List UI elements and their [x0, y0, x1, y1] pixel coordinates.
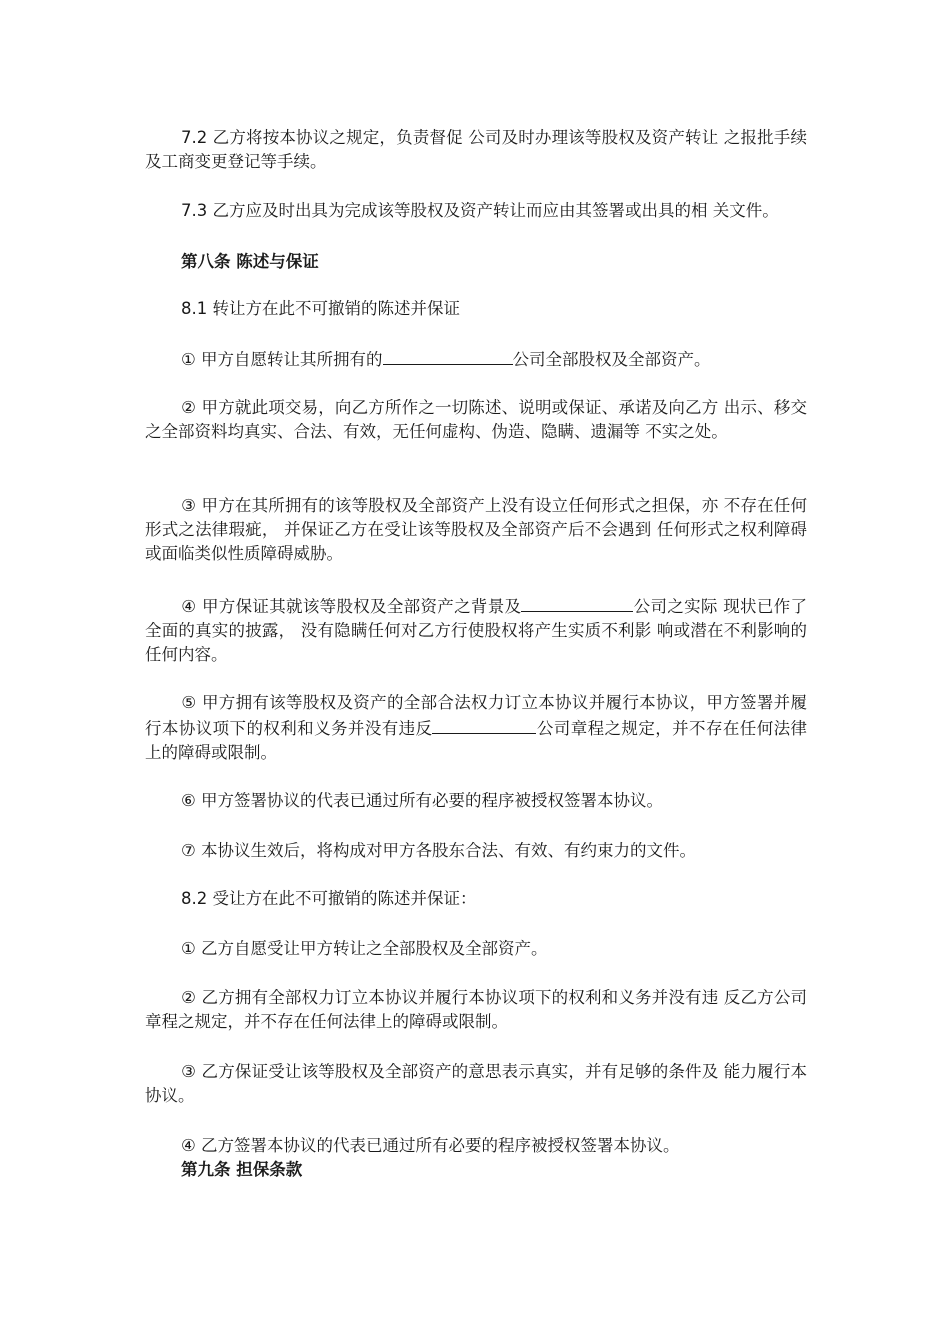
clause-8-2: 8.2 受让方在此不可撤销的陈述并保证： [181, 889, 477, 908]
clause-8-1-item-5: ⑤ 甲方拥有该等股权及资产的全部合法权力订立本协议并履行本协议，甲方签署并履行本协议项下的权利和义务并没有违反 公司章程之规定，并不存在任何法律上的障碍或限制。 [145, 693, 808, 762]
clause-8-1-item-3: ③ 甲方在其所拥有的该等股权及全部资产上没有设立任何形式之担保，亦 不存在任何形式之法律瑕疵， 并保证乙方在受让该等股权及全部资产后不会遇到 任何形式之权利障碍或面临类似性质障碍威胁。 [145, 496, 807, 563]
clause-8-1-item-1: ① 甲方自愿转让其所拥有的 公司全部股权及全部资产。 [145, 346, 807, 372]
clause-8-1: 8.1 转让方在此不可撤销的陈述并保证 [181, 299, 460, 318]
clause-8-2-item-3: ③ 乙方保证受让该等股权及全部资产的意思表示真实，并有足够的条件及 能力履行本协议。 [145, 1062, 807, 1105]
clause-8-1-item-7: ⑦ 本协议生效后，将构成对甲方各股东合法、有效、有约束力的文件。 [181, 841, 697, 860]
clause-7-2: 7.2 乙方将按本协议之规定，负责督促 公司及时办理该等股权及资产转让 之报批手续及工商变更登记等手续。 [145, 128, 807, 171]
clause-7-3: 7.3 乙方应及时出具为完成该等股权及资产转让而应由其签署或出具的相 关文件。 [181, 201, 779, 220]
article-9-heading: 第九条 担保条款 [181, 1160, 303, 1179]
clause-8-1-item-6: ⑥ 甲方签署协议的代表已通过所有必要的程序被授权签署本协议。 [181, 791, 664, 810]
blank-company-name [521, 593, 633, 612]
article-8-heading: 第八条 陈述与保证 [181, 252, 319, 271]
clause-8-2-item-2: ② 乙方拥有全部权力订立本协议并履行本协议项下的权利和义务并没有违 反乙方公司章程之规定，并不存在任何法律上的障碍或限制。 [145, 988, 807, 1031]
blank-company-name [383, 346, 513, 365]
clause-8-1-item-4: ④ 甲方保证其就该等股权及全部资产之背景及 公司之实际 现状已作了全面的真实的披露， 没有隐瞒任何对乙方行使股权将产生实质不利影 响或潜在不利影响的任何内容。 [145, 593, 807, 667]
blank-company-name [432, 715, 536, 734]
clause-8-1-item-2: ② 甲方就此项交易，向乙方所作之一切陈述、说明或保证、承诺及向乙方 出示、移交之全部资料均真实、合法、有效，无任何虚构、伪造、隐瞒、遗漏等 不实之处。 [145, 398, 807, 441]
clause-8-2-item-1: ① 乙方自愿受让甲方转让之全部股权及全部资产。 [181, 939, 548, 958]
clause-8-2-item-4: ④ 乙方签署本协议的代表已通过所有必要的程序被授权签署本协议。 [181, 1136, 680, 1155]
